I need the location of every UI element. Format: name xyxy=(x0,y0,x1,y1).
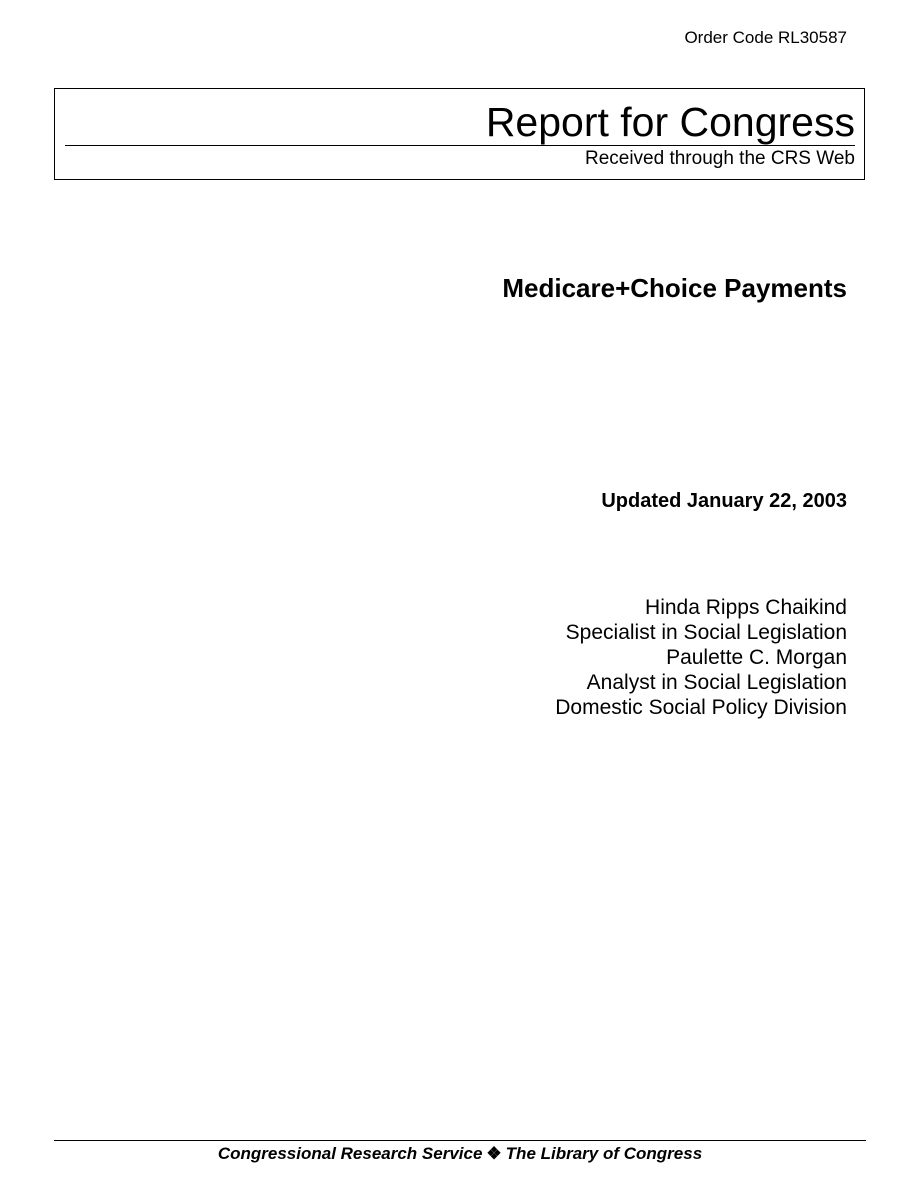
footer-divider xyxy=(54,1140,866,1141)
updated-date: Updated January 22, 2003 xyxy=(601,490,847,512)
footer-left-text: Congressional Research Service xyxy=(217,1144,483,1163)
report-header-box xyxy=(54,88,865,180)
author-role: Specialist in Social Legislation xyxy=(565,621,847,644)
author-role: Analyst in Social Legislation xyxy=(586,671,847,694)
order-code: Order Code RL30587 xyxy=(684,28,847,47)
header-subtitle: Received through the CRS Web xyxy=(584,148,855,169)
header-divider xyxy=(65,145,855,146)
footer-right-text: The Library of Congress xyxy=(505,1144,703,1163)
division-name: Domestic Social Policy Division xyxy=(555,696,847,719)
author-name: Hinda Ripps Chaikind xyxy=(645,596,847,619)
report-title: Medicare+Choice Payments xyxy=(502,273,847,303)
author-name: Paulette C. Morgan xyxy=(666,646,847,669)
diamond-separator-icon: ❖ xyxy=(486,1144,502,1163)
footer xyxy=(0,1143,920,1165)
author-block xyxy=(555,595,847,720)
header-title: Report for Congress xyxy=(485,99,855,145)
